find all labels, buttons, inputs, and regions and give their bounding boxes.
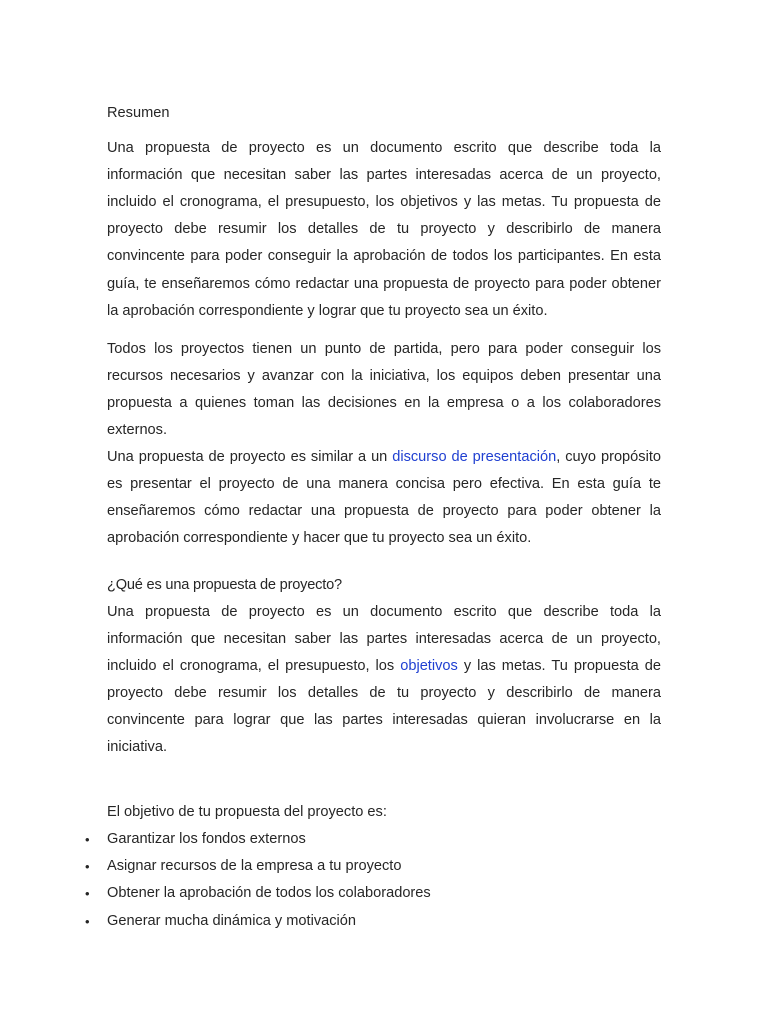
paragraph-pitch: [107, 444, 661, 552]
paragraph-summary: Una propuesta de proyecto es un documento escrito que describe toda la información que necesitan saber las partes interesadas acerca de un proyecto, incluido el cronograma, el presupuesto, los objetivos y las metas. Tu propuesta de proyecto debe resumir los detalles de tu proyecto y describirlo de manera convincente para poder conseguir la aprobación de todos los participantes. En esta guía, te enseñaremos cómo redactar una propuesta de proyecto para poder obtener la aprobación correspondiente y lograr que tu proyecto sea un éxito.: [107, 140, 661, 319]
document-page: [85, 100, 662, 935]
paragraph-pitch-text-after: , cuyo propósito es presentar el proyecto de una manera concisa pero efectiva. En esta guía te enseñaremos cómo redactar una propuesta de proyecto para poder obtener la aprobación correspondiente y hacer que tu proyecto sea un éxito.: [107, 449, 662, 547]
paragraph-definition-text-after: y las metas. Tu propuesta de proyecto debe resumir los detalles de tu proyecto y describirlo de manera convincente para lograr que las partes interesadas quieran involucrarse en la iniciativa.: [107, 657, 661, 756]
list-item: [85, 853, 661, 880]
list-item-text: Garantizar los fondos externos: [107, 831, 306, 848]
list-item-text: Obtener la aprobación de todos los colaboradores: [107, 885, 431, 902]
paragraph-pitch-text-before: Una propuesta de proyecto es similar a un: [107, 449, 393, 466]
paragraph-definition-text-before: Una propuesta de proyecto es un documento escrito que describe toda la información que necesitan saber las partes interesadas acerca de un proyecto, incluido el cronograma, el presupuesto, los: [107, 603, 661, 674]
link-objetivos[interactable]: objetivos: [400, 657, 458, 674]
list-item: [85, 826, 661, 853]
list-item-text: Generar mucha dinámica y motivación: [107, 912, 357, 929]
paragraph-starting-point: Todos los proyectos tienen un punto de partida, pero para poder conseguir los recursos necesarios y avanzar con la iniciativa, los equipos deben presentar una propuesta a quienes toman las decisiones en la empresa o a los colaboradores externos.: [107, 340, 661, 439]
link-discurso-de-presentacion[interactable]: discurso de presentación: [392, 449, 557, 466]
bullet-icon: •: [85, 859, 90, 875]
objectives-intro: El objetivo de tu propuesta del proyecto es:: [107, 804, 387, 821]
list-item: [85, 880, 661, 907]
objectives-list: [85, 826, 661, 934]
bullet-icon: •: [85, 913, 90, 929]
section-heading-que-es: ¿Qué es una propuesta de proyecto?: [107, 576, 342, 593]
paragraph-definition: [107, 599, 661, 762]
spacer: [107, 761, 661, 799]
document-title: Resumen: [107, 105, 170, 121]
bullet-icon: •: [85, 886, 90, 902]
spacer: [107, 325, 661, 336]
spacer: [107, 553, 661, 572]
bullet-icon: •: [85, 832, 90, 848]
list-item: [85, 908, 661, 935]
list-item-text: Asignar recursos de la empresa a tu proyecto: [107, 858, 402, 875]
